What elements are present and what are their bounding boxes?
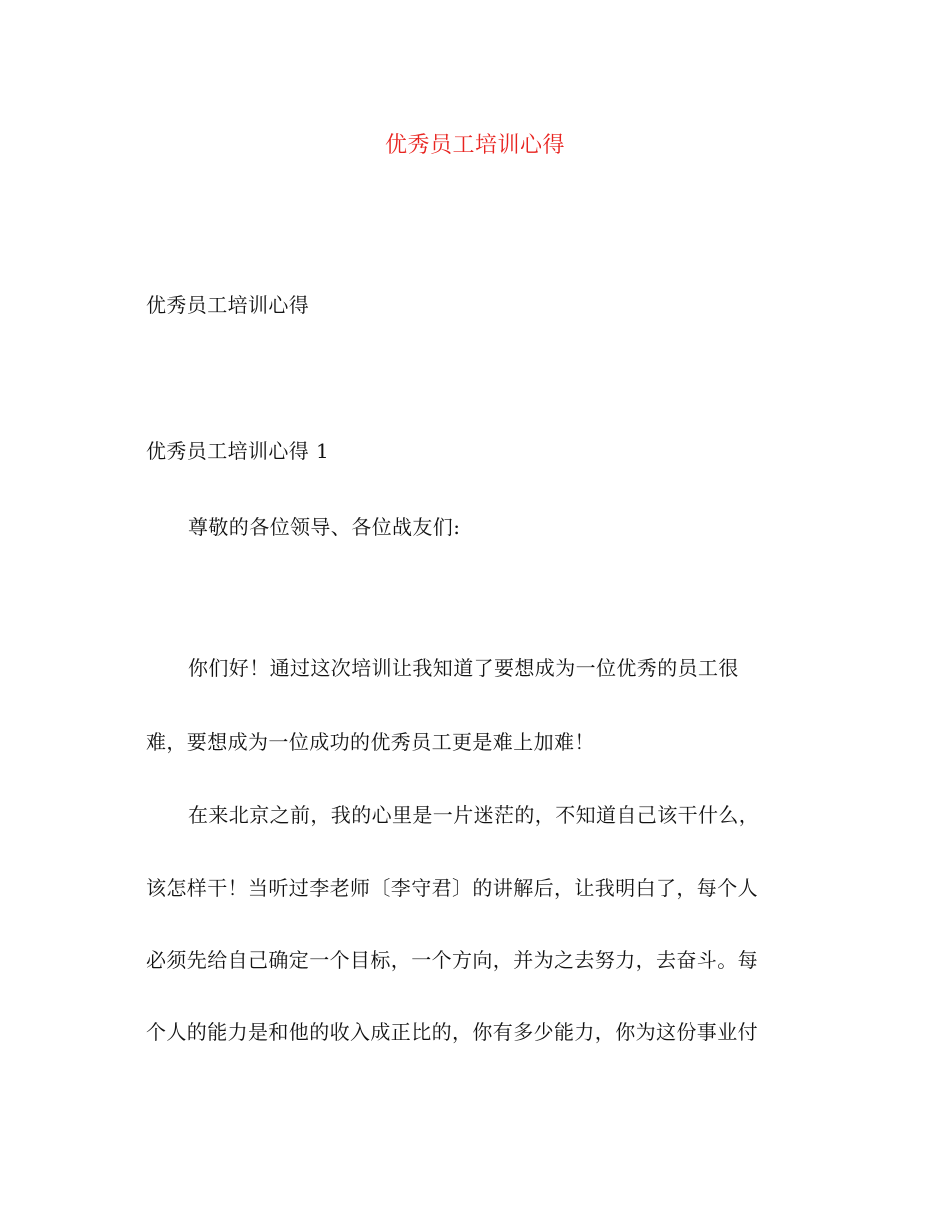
body-line: 在来北京之前，我的心里是一片迷茫的，不知道自己该干什么， bbox=[188, 803, 760, 827]
body-line: 该怎样干！当听过李老师〔李守君〕的讲解后，让我明白了，每个人 bbox=[146, 876, 758, 900]
body-line: 难，要想成为一位成功的优秀员工更是难上加难！ bbox=[146, 730, 595, 754]
section-heading: 优秀员工培训心得 1 bbox=[146, 439, 330, 463]
document-title: 优秀员工培训心得 bbox=[384, 133, 565, 158]
body-line: 你们好！通过这次培训让我知道了要想成为一位优秀的员工很 bbox=[188, 656, 739, 680]
body-line: 必须先给自己确定一个目标，一个方向，并为之去努力，去奋斗。每 bbox=[146, 948, 758, 972]
document-subtitle: 优秀员工培训心得 bbox=[146, 293, 310, 317]
body-line: 个人的能力是和他的收入成正比的，你有多少能力，你为这份事业付 bbox=[146, 1020, 758, 1044]
greeting-line: 尊敬的各位领导、各位战友们: bbox=[188, 515, 461, 539]
